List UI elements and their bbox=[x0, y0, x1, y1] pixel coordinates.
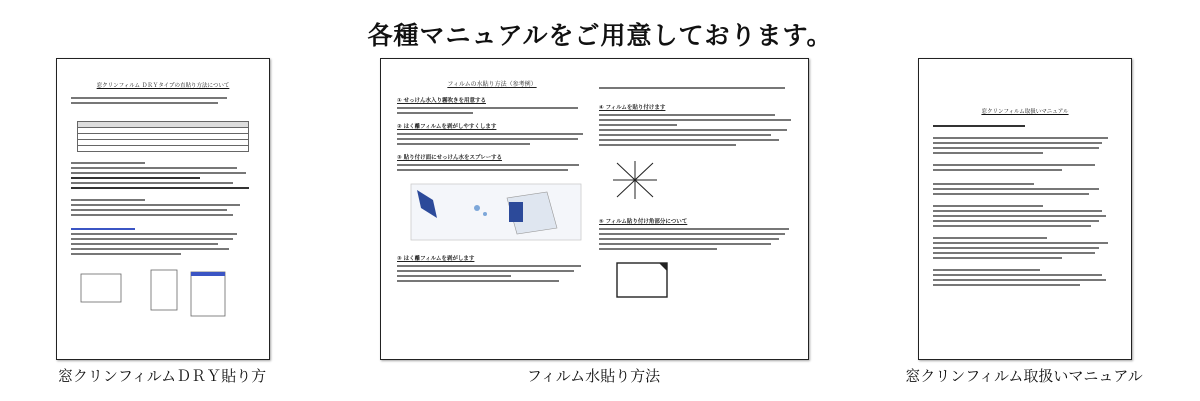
step-3b: ③ はく離フィルムを剥がします bbox=[397, 256, 475, 262]
manual-thumbnail-dry[interactable] bbox=[56, 58, 270, 360]
step-4: ④ フィルムを貼り付けます bbox=[599, 105, 666, 111]
step-5: ⑤ フィルム貼り付け角部分について bbox=[599, 219, 688, 225]
corner-diagram bbox=[613, 259, 673, 299]
doc-title: 窓クリンフィルム ＤＲＹタイプの直貼り方法について bbox=[96, 83, 230, 89]
manual-thumbnail-handling[interactable] bbox=[918, 58, 1132, 360]
manual-thumbnail-water[interactable] bbox=[380, 58, 809, 360]
caption-water: フィルム水貼り方法 bbox=[526, 367, 661, 385]
doc-title: フィルムの水貼り方法（参考例） bbox=[447, 81, 537, 88]
squeegee-direction-diagram bbox=[605, 155, 665, 205]
spray-illustration bbox=[397, 178, 587, 242]
caption-dry: 窓クリンフィルムＤＲＹ貼り方 bbox=[57, 367, 267, 385]
film-diagram bbox=[71, 264, 255, 324]
step-3: ③ 貼り付け面にせっけん水をスプレーする bbox=[397, 155, 502, 161]
page-heading: 各種マニュアルをご用意しております。 bbox=[367, 21, 833, 50]
step-2: ② はく離フィルムを剥がしやすくします bbox=[397, 124, 497, 130]
doc-title: 窓クリンフィルム取扱いマニュアル bbox=[981, 109, 1069, 115]
caption-handling: 窓クリンフィルム取扱いマニュアル bbox=[905, 367, 1143, 385]
step-1: ① せっけん水入り霧吹きを用意する bbox=[397, 98, 486, 104]
